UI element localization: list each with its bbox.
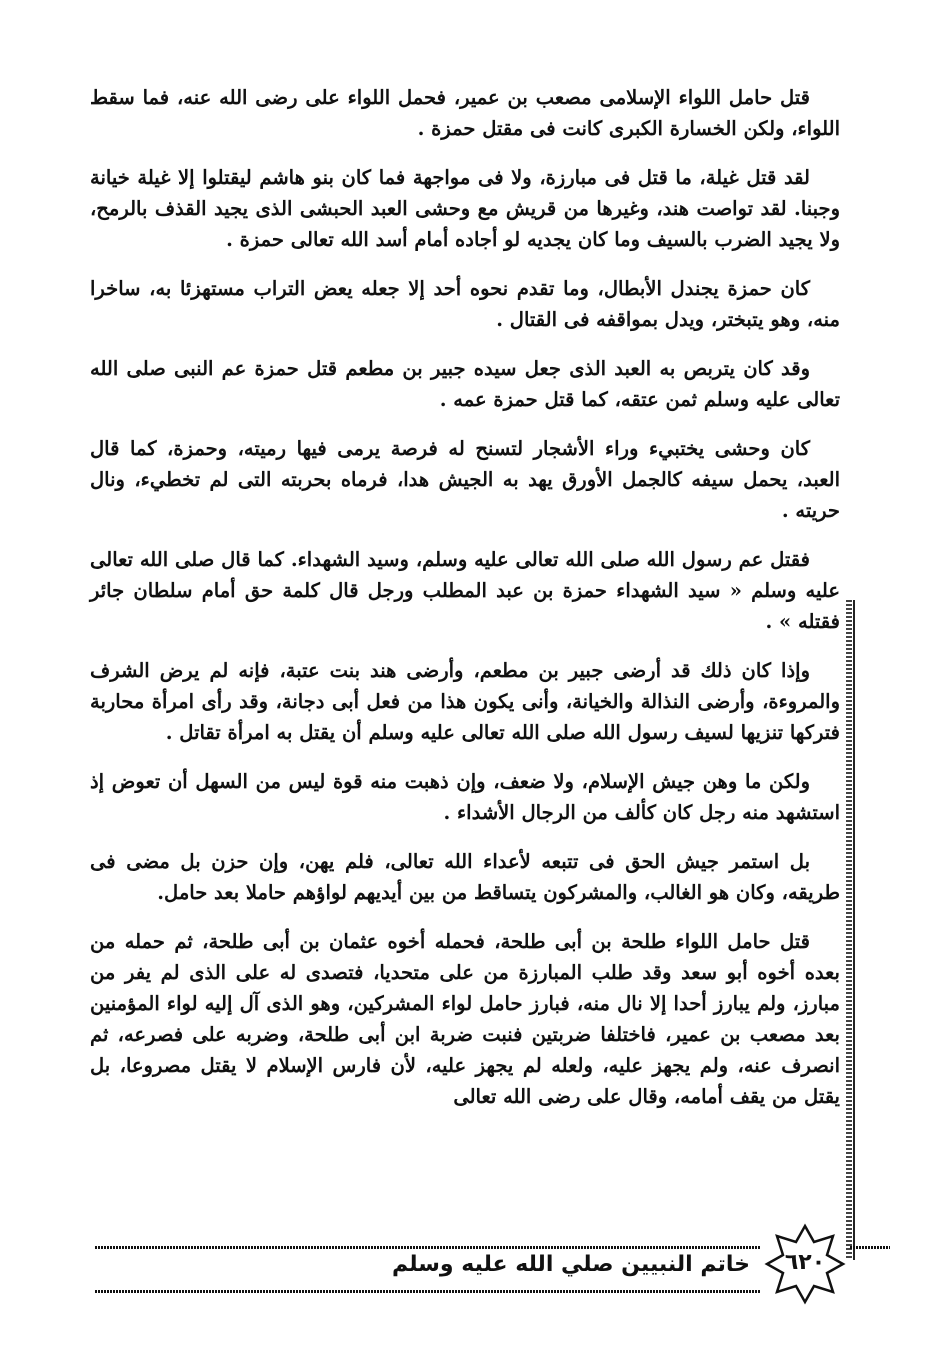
paragraph: وإذا كان ذلك قد أرضى جبير بن مطعم، وأرضى هند بنت عتبة، فإنه لم يرض الشرف والمروءة، وأرضى النذالة والخيانة، وأنى يكون هذا من فعل أبى دجانة، وقد رأى امرأة محاربة فتركها تنزيها لسيف رسول الله صلى الله تعالى عليه وسلم أن يقتل به امرأة تقاتل . xyxy=(90,659,840,744)
paragraph: وقد كان يتربص به العبد الذى جعل سيده جبير بن مطعم قتل حمزة عم النبى صلى الله تعالى عليه وسلم ثمن عتقه، كما قتل حمزة عمه . xyxy=(90,357,840,411)
running-footer-title: خاتم النبيين صلي الله عليه وسلم xyxy=(392,1252,750,1277)
body-text xyxy=(90,82,840,1118)
paragraph: كان وحشى يختبيء وراء الأشجار لتسنح له فرصة يرمى فيها رميته، وحمزة، كما قال العبد، يحمل سيفه كالجمل الأورق يهد به الجيش هدا، فرماه بحربته التى لم تخطيء، ونال حريته . xyxy=(90,437,840,522)
decorative-side-line xyxy=(853,600,855,1260)
footer-rule-right xyxy=(850,1246,890,1249)
paragraph: فقتل عم رسول الله صلى الله تعالى عليه وسلم، وسيد الشهداء. كما قال صلى الله تعالى عليه وسلم « سيد الشهداء حمزة بن عبد المطلب ورجل قال كلمة حق أمام سلطان جائر فقتله » . xyxy=(90,548,840,633)
paragraph: كان حمزة يجندل الأبطال، وما تقدم نحوه أحد إلا جعله يعض التراب مستهزئا به، ساخرا منه، وهو يتبختر، ويدل بمواقفه فى القتال . xyxy=(90,277,840,331)
footer-rule-bottom xyxy=(95,1290,760,1293)
footer-rule-top xyxy=(95,1246,760,1249)
paragraph: ولكن ما وهن جيش الإسلام، ولا ضعف، وإن ذهبت منه قوة ليس من السهل أن تعوض إذ استشهد منه رجل كان كألف من الرجال الأشداء . xyxy=(90,770,840,824)
paragraph: بل استمر جيش الحق فى تتبعه لأعداء الله تعالى، فلم يهن، وإن حزن بل مضى فى طريقه، وكان هو الغالب، والمشركون يتساقط من بين أيديهم لواؤهم حاملا بعد حامل. xyxy=(90,850,840,904)
paragraph: لقد قتل غيلة، ما قتل فى مبارزة، ولا فى مواجهة فما كان بنو هاشم ليقتلوا إلا غيلة خيانة وجبنا. لقد تواصت هند، وغيرها من قريش مع وحشى العبد الحبشى الذى يجيد القذف بالرمح، ولا يجيد الضرب بالسيف وما كان يجديه لو أجاده أمام أسد الله تعالى حمزة . xyxy=(90,166,840,251)
page-number-badge xyxy=(763,1222,847,1306)
page-number: ٦٢٠ xyxy=(784,1250,826,1275)
decorative-side-border xyxy=(846,600,852,1260)
paragraph: قتل حامل اللواء الإسلامى مصعب بن عمير، فحمل اللواء على رضى الله عنه، فما سقط اللواء، ولكن الخسارة الكبرى كانت فى مقتل حمزة . xyxy=(90,86,840,140)
paragraph: قتل حامل اللواء طلحة بن أبى طلحة، فحمله أخوه عثمان بن أبى طلحة، ثم حمله من بعده أخوه أبو سعد وقد طلب المبارزة من على متحديا، فتصدى له على الذى لم يفر من مبارز، ولم يبارز أحدا إلا نال منه، فبارز حامل لواء المشركين، وهو الذى آل إليه لواء المؤمنين بعد مصعب بن عمير، فاختلفا ضربتين فنبت ضربة ابن أبى طلحة، وضربه على فصرعه، ثم انصرف عنه، ولم يجهز عليه، ولعله لم يجهز عليه، لأن فارس الإسلام لا يقتل مصروعا، بل يقتل من يقف أمامه، وقال على رضى الله تعالى xyxy=(90,930,840,1108)
